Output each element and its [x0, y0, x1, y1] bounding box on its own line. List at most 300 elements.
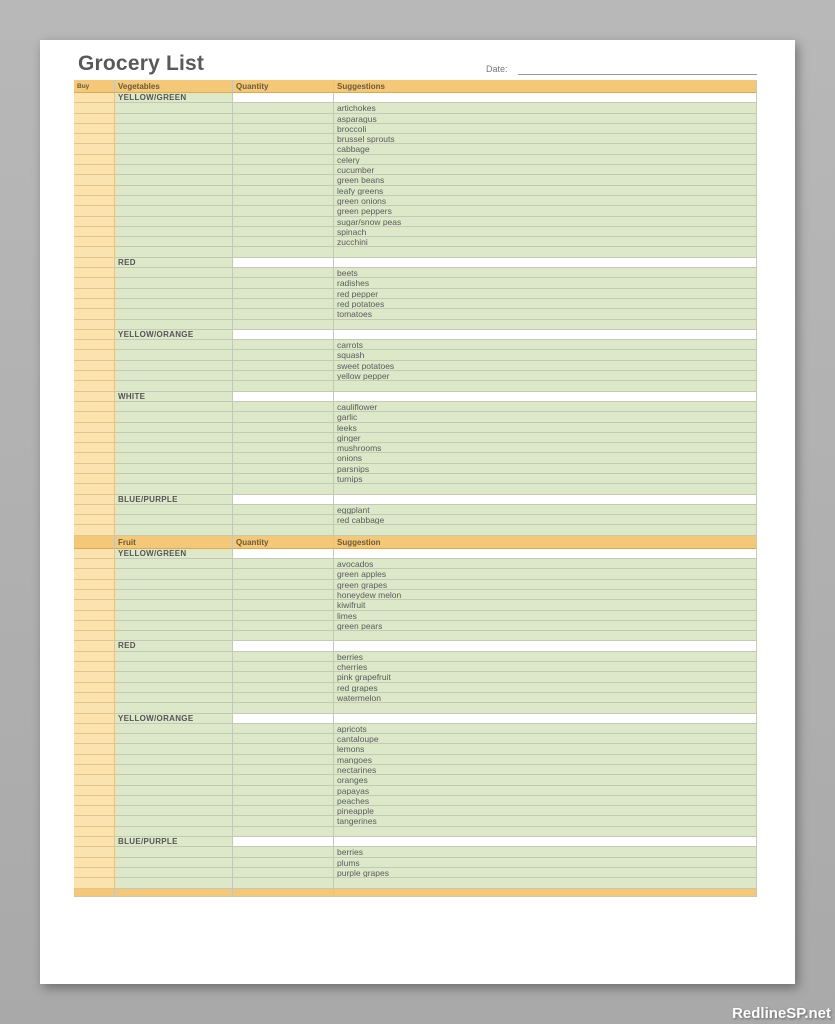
item-cell[interactable]: [115, 268, 233, 278]
suggestion-cell: pink grapefruit: [334, 672, 757, 682]
item-cell[interactable]: [115, 206, 233, 216]
group-label: RED: [115, 641, 233, 651]
buy-checkbox-cell[interactable]: [74, 858, 115, 868]
suggestion-cell: tomatoes: [334, 309, 757, 319]
quantity-cell[interactable]: [233, 196, 334, 206]
quantity-cell[interactable]: [233, 330, 334, 340]
header-cell: [233, 889, 334, 897]
buy-checkbox-cell[interactable]: [74, 155, 115, 165]
buy-checkbox-cell[interactable]: [74, 611, 115, 621]
quantity-cell[interactable]: [233, 278, 334, 288]
quantity-cell[interactable]: [233, 786, 334, 796]
quantity-cell[interactable]: [233, 93, 334, 103]
item-cell[interactable]: [115, 124, 233, 134]
suggestion-cell: spinach: [334, 227, 757, 237]
suggestion-cell: plums: [334, 858, 757, 868]
item-cell[interactable]: [115, 144, 233, 154]
item-cell[interactable]: [115, 827, 233, 837]
item-cell[interactable]: [115, 868, 233, 878]
quantity-cell[interactable]: [233, 724, 334, 734]
quantity-cell[interactable]: [233, 868, 334, 878]
item-cell[interactable]: [115, 755, 233, 765]
quantity-cell[interactable]: [233, 858, 334, 868]
item-cell[interactable]: [115, 796, 233, 806]
quantity-cell[interactable]: [233, 124, 334, 134]
quantity-cell[interactable]: [233, 464, 334, 474]
buy-checkbox-cell[interactable]: [74, 412, 115, 422]
quantity-cell[interactable]: [233, 371, 334, 381]
suggestion-cell: eggplant: [334, 505, 757, 515]
suggestion-cell: garlic: [334, 412, 757, 422]
buy-checkbox-cell[interactable]: [74, 144, 115, 154]
buy-checkbox-cell[interactable]: [74, 392, 115, 402]
buy-checkbox-cell[interactable]: [74, 309, 115, 319]
quantity-cell[interactable]: [233, 227, 334, 237]
suggestion-cell: [334, 484, 757, 494]
buy-checkbox-cell[interactable]: [74, 381, 115, 391]
quantity-cell[interactable]: [233, 734, 334, 744]
quantity-cell[interactable]: [233, 495, 334, 505]
suggestion-cell: [334, 247, 757, 257]
buy-checkbox-cell[interactable]: [74, 464, 115, 474]
buy-checkbox-cell[interactable]: [74, 847, 115, 857]
quantity-cell[interactable]: [233, 714, 334, 724]
group-label: BLUE/PURPLE: [115, 495, 233, 505]
suggestion-cell: celery: [334, 155, 757, 165]
suggestion-cell: limes: [334, 611, 757, 621]
buy-checkbox-cell[interactable]: [74, 755, 115, 765]
suggestion-cell: green onions: [334, 196, 757, 206]
suggestion-cell: berries: [334, 847, 757, 857]
item-cell[interactable]: [115, 878, 233, 888]
buy-checkbox-cell[interactable]: [74, 744, 115, 754]
suggestion-cell: [334, 381, 757, 391]
suggestion-cell: papayas: [334, 786, 757, 796]
buy-checkbox-cell[interactable]: [74, 350, 115, 360]
suggestion-cell: cherries: [334, 662, 757, 672]
suggestion-cell: green apples: [334, 569, 757, 579]
buy-checkbox-cell[interactable]: [74, 134, 115, 144]
quantity-cell[interactable]: [233, 580, 334, 590]
buy-checkbox-cell[interactable]: [74, 569, 115, 579]
buy-checkbox-cell[interactable]: [74, 206, 115, 216]
buy-checkbox-cell[interactable]: [74, 196, 115, 206]
quantity-cell[interactable]: [233, 569, 334, 579]
suggestion-cell: green beans: [334, 175, 757, 185]
item-cell[interactable]: [115, 525, 233, 535]
quantity-cell[interactable]: [233, 412, 334, 422]
quantity-cell[interactable]: [233, 515, 334, 525]
buy-checkbox-cell[interactable]: [74, 217, 115, 227]
quantity-cell[interactable]: [233, 775, 334, 785]
item-cell[interactable]: [115, 621, 233, 631]
buy-checkbox-cell[interactable]: [74, 443, 115, 453]
buy-checkbox-cell[interactable]: [74, 662, 115, 672]
quantity-cell[interactable]: [233, 641, 334, 651]
suggestion-cell: kiwifruit: [334, 600, 757, 610]
item-cell[interactable]: [115, 134, 233, 144]
quantity-cell[interactable]: [233, 361, 334, 371]
buy-checkbox-cell[interactable]: [74, 515, 115, 525]
header-cell: [334, 889, 757, 897]
buy-checkbox-cell[interactable]: [74, 114, 115, 124]
quantity-cell[interactable]: [233, 114, 334, 124]
buy-checkbox-cell[interactable]: [74, 693, 115, 703]
quantity-cell[interactable]: [233, 268, 334, 278]
item-cell[interactable]: [115, 371, 233, 381]
suggestion-cell: broccoli: [334, 124, 757, 134]
item-cell[interactable]: [115, 590, 233, 600]
buy-checkbox-cell[interactable]: [74, 340, 115, 350]
item-cell[interactable]: [115, 186, 233, 196]
buy-checkbox-cell[interactable]: [74, 371, 115, 381]
buy-checkbox-cell[interactable]: [74, 268, 115, 278]
item-cell[interactable]: [115, 744, 233, 754]
quantity-cell[interactable]: [233, 621, 334, 631]
quantity-cell[interactable]: [233, 806, 334, 816]
item-cell[interactable]: [115, 474, 233, 484]
item-cell[interactable]: [115, 412, 233, 422]
item-cell[interactable]: [115, 381, 233, 391]
quantity-cell[interactable]: [233, 186, 334, 196]
quantity-cell[interactable]: [233, 144, 334, 154]
buy-checkbox-cell[interactable]: [74, 330, 115, 340]
suggestion-cell: asparagus: [334, 114, 757, 124]
suggestion-cell: watermelon: [334, 693, 757, 703]
suggestion-cell: yellow pepper: [334, 371, 757, 381]
item-cell[interactable]: [115, 217, 233, 227]
item-cell[interactable]: [115, 600, 233, 610]
buy-checkbox-cell[interactable]: [74, 227, 115, 237]
item-cell[interactable]: [115, 350, 233, 360]
item-cell[interactable]: [115, 806, 233, 816]
buy-checkbox-cell[interactable]: [74, 703, 115, 713]
item-cell[interactable]: [115, 611, 233, 621]
group-label: BLUE/PURPLE: [115, 837, 233, 847]
quantity-cell[interactable]: [233, 847, 334, 857]
item-cell[interactable]: [115, 114, 233, 124]
quantity-cell[interactable]: [233, 134, 334, 144]
suggestion-cell: zucchini: [334, 237, 757, 247]
buy-checkbox-cell[interactable]: [74, 495, 115, 505]
buy-checkbox-cell[interactable]: [74, 103, 115, 113]
quantity-cell[interactable]: [233, 611, 334, 621]
item-cell[interactable]: [115, 433, 233, 443]
suggestion-cell: artichokes: [334, 103, 757, 113]
buy-checkbox-cell[interactable]: [74, 289, 115, 299]
item-cell[interactable]: [115, 402, 233, 412]
buy-checkbox-cell[interactable]: [74, 827, 115, 837]
category-column-header: Vegetables: [115, 80, 233, 93]
date-field-line[interactable]: [518, 74, 757, 75]
quantity-cell[interactable]: [233, 155, 334, 165]
item-cell[interactable]: [115, 340, 233, 350]
item-cell[interactable]: [115, 443, 233, 453]
buy-checkbox-cell[interactable]: [74, 621, 115, 631]
buy-checkbox-cell[interactable]: [74, 278, 115, 288]
suggestion-cell: [334, 258, 757, 268]
suggestion-cell: [334, 525, 757, 535]
quantity-cell[interactable]: [233, 423, 334, 433]
buy-checkbox-cell[interactable]: [74, 402, 115, 412]
buy-checkbox-cell[interactable]: [74, 237, 115, 247]
buy-checkbox-cell[interactable]: [74, 868, 115, 878]
suggestion-cell: [334, 93, 757, 103]
buy-checkbox-cell[interactable]: [74, 775, 115, 785]
suggestion-cell: turnips: [334, 474, 757, 484]
buy-checkbox-cell[interactable]: [74, 796, 115, 806]
buy-checkbox-cell[interactable]: [74, 453, 115, 463]
buy-checkbox-cell[interactable]: [74, 878, 115, 888]
buy-checkbox-cell[interactable]: [74, 165, 115, 175]
item-cell[interactable]: [115, 775, 233, 785]
buy-checkbox-cell[interactable]: [74, 484, 115, 494]
suggestion-cell: green grapes: [334, 580, 757, 590]
item-cell[interactable]: [115, 175, 233, 185]
buy-checkbox-cell[interactable]: [74, 786, 115, 796]
buy-checkbox-cell[interactable]: [74, 631, 115, 641]
suggestion-cell: [334, 641, 757, 651]
quantity-cell[interactable]: [233, 402, 334, 412]
quantity-cell[interactable]: [233, 258, 334, 268]
suggestion-cell: [334, 714, 757, 724]
suggestion-cell: peaches: [334, 796, 757, 806]
quantity-column-header: Quantity: [233, 536, 334, 549]
suggestion-cell: [334, 837, 757, 847]
buy-column-header: [74, 536, 115, 549]
suggestion-cell: [334, 703, 757, 713]
item-cell[interactable]: [115, 652, 233, 662]
suggestion-cell: sweet potatoes: [334, 361, 757, 371]
quantity-cell[interactable]: [233, 559, 334, 569]
item-cell[interactable]: [115, 196, 233, 206]
item-cell[interactable]: [115, 299, 233, 309]
item-cell[interactable]: [115, 237, 233, 247]
suggestion-cell: beets: [334, 268, 757, 278]
group-label: RED: [115, 258, 233, 268]
quantity-cell[interactable]: [233, 693, 334, 703]
item-cell[interactable]: [115, 703, 233, 713]
item-cell[interactable]: [115, 453, 233, 463]
item-cell[interactable]: [115, 515, 233, 525]
buy-checkbox-cell[interactable]: [74, 765, 115, 775]
item-cell[interactable]: [115, 786, 233, 796]
quantity-cell[interactable]: [233, 837, 334, 847]
suggestion-cell: squash: [334, 350, 757, 360]
group-label: YELLOW/ORANGE: [115, 330, 233, 340]
item-cell[interactable]: [115, 320, 233, 330]
buy-checkbox-cell[interactable]: [74, 299, 115, 309]
buy-checkbox-cell[interactable]: [74, 600, 115, 610]
quantity-cell[interactable]: [233, 796, 334, 806]
quantity-cell[interactable]: [233, 672, 334, 682]
suggestion-cell: sugar/snow peas: [334, 217, 757, 227]
item-cell[interactable]: [115, 569, 233, 579]
suggestion-cell: mangoes: [334, 755, 757, 765]
item-cell[interactable]: [115, 227, 233, 237]
buy-checkbox-cell[interactable]: [74, 423, 115, 433]
quantity-cell[interactable]: [233, 340, 334, 350]
quantity-cell[interactable]: [233, 392, 334, 402]
buy-checkbox-cell[interactable]: [74, 93, 115, 103]
quantity-cell[interactable]: [233, 206, 334, 216]
suggestion-cell: [334, 330, 757, 340]
grocery-table: [74, 80, 757, 897]
item-cell[interactable]: [115, 580, 233, 590]
buy-checkbox-cell[interactable]: [74, 186, 115, 196]
suggestion-cell: carrots: [334, 340, 757, 350]
quantity-cell[interactable]: [233, 299, 334, 309]
item-cell[interactable]: [115, 672, 233, 682]
suggestion-cell: red pepper: [334, 289, 757, 299]
suggestion-cell: avocados: [334, 559, 757, 569]
item-cell[interactable]: [115, 631, 233, 641]
quantity-cell[interactable]: [233, 816, 334, 826]
suggestion-cell: red cabbage: [334, 515, 757, 525]
quantity-cell[interactable]: [233, 662, 334, 672]
suggestion-cell: [334, 495, 757, 505]
suggestion-cell: brussel sprouts: [334, 134, 757, 144]
suggestion-cell: onions: [334, 453, 757, 463]
buy-checkbox-cell[interactable]: [74, 433, 115, 443]
suggestion-cell: mushrooms: [334, 443, 757, 453]
suggestion-cell: parsnips: [334, 464, 757, 474]
quantity-cell[interactable]: [233, 350, 334, 360]
group-label: YELLOW/GREEN: [115, 93, 233, 103]
quantity-cell[interactable]: [233, 755, 334, 765]
suggestion-cell: [334, 392, 757, 402]
quantity-cell[interactable]: [233, 652, 334, 662]
item-cell[interactable]: [115, 816, 233, 826]
item-cell[interactable]: [115, 103, 233, 113]
item-cell[interactable]: [115, 278, 233, 288]
quantity-cell[interactable]: [233, 878, 334, 888]
buy-checkbox-cell[interactable]: [74, 258, 115, 268]
buy-checkbox-cell[interactable]: [74, 124, 115, 134]
quantity-cell[interactable]: [233, 703, 334, 713]
item-cell[interactable]: [115, 724, 233, 734]
buy-checkbox-cell[interactable]: [74, 734, 115, 744]
item-cell[interactable]: [115, 155, 233, 165]
buy-column-header: Buy: [74, 80, 115, 93]
item-cell[interactable]: [115, 765, 233, 775]
buy-checkbox-cell[interactable]: [74, 549, 115, 559]
buy-checkbox-cell[interactable]: [74, 837, 115, 847]
item-cell[interactable]: [115, 484, 233, 494]
item-cell[interactable]: [115, 847, 233, 857]
quantity-cell[interactable]: [233, 217, 334, 227]
item-cell[interactable]: [115, 423, 233, 433]
item-cell[interactable]: [115, 289, 233, 299]
group-label: YELLOW/ORANGE: [115, 714, 233, 724]
quantity-cell[interactable]: [233, 175, 334, 185]
item-cell[interactable]: [115, 309, 233, 319]
page-title: Grocery List: [78, 52, 205, 75]
buy-checkbox-cell[interactable]: [74, 714, 115, 724]
buy-checkbox-cell[interactable]: [74, 806, 115, 816]
quantity-cell[interactable]: [233, 549, 334, 559]
item-cell[interactable]: [115, 559, 233, 569]
buy-checkbox-cell[interactable]: [74, 525, 115, 535]
quantity-cell[interactable]: [233, 289, 334, 299]
buy-checkbox-cell[interactable]: [74, 683, 115, 693]
buy-checkbox-cell[interactable]: [74, 816, 115, 826]
quantity-cell[interactable]: [233, 683, 334, 693]
quantity-cell[interactable]: [233, 381, 334, 391]
suggestion-cell: [334, 549, 757, 559]
buy-checkbox-cell[interactable]: [74, 175, 115, 185]
suggestion-cell: berries: [334, 652, 757, 662]
item-cell[interactable]: [115, 858, 233, 868]
buy-checkbox-cell[interactable]: [74, 652, 115, 662]
quantity-cell[interactable]: [233, 631, 334, 641]
quantity-cell[interactable]: [233, 484, 334, 494]
quantity-cell[interactable]: [233, 309, 334, 319]
header-cell: [74, 889, 115, 897]
item-cell[interactable]: [115, 683, 233, 693]
quantity-cell[interactable]: [233, 600, 334, 610]
buy-checkbox-cell[interactable]: [74, 641, 115, 651]
item-cell[interactable]: [115, 662, 233, 672]
item-cell[interactable]: [115, 247, 233, 257]
buy-checkbox-cell[interactable]: [74, 474, 115, 484]
quantity-cell[interactable]: [233, 237, 334, 247]
item-cell[interactable]: [115, 693, 233, 703]
buy-checkbox-cell[interactable]: [74, 320, 115, 330]
item-cell[interactable]: [115, 361, 233, 371]
quantity-cell[interactable]: [233, 827, 334, 837]
item-cell[interactable]: [115, 505, 233, 515]
quantity-cell[interactable]: [233, 165, 334, 175]
quantity-cell[interactable]: [233, 744, 334, 754]
quantity-cell[interactable]: [233, 525, 334, 535]
quantity-cell[interactable]: [233, 433, 334, 443]
buy-checkbox-cell[interactable]: [74, 247, 115, 257]
suggestion-cell: [334, 320, 757, 330]
buy-checkbox-cell[interactable]: [74, 361, 115, 371]
item-cell[interactable]: [115, 464, 233, 474]
item-cell[interactable]: [115, 165, 233, 175]
buy-checkbox-cell[interactable]: [74, 590, 115, 600]
suggestion-cell: red grapes: [334, 683, 757, 693]
suggestion-cell: green pears: [334, 621, 757, 631]
header-cell: [115, 889, 233, 897]
suggestion-cell: ginger: [334, 433, 757, 443]
buy-checkbox-cell[interactable]: [74, 559, 115, 569]
suggestion-cell: pineapple: [334, 806, 757, 816]
buy-checkbox-cell[interactable]: [74, 672, 115, 682]
quantity-cell[interactable]: [233, 453, 334, 463]
quantity-column-header: Quantity: [233, 80, 334, 93]
quantity-cell[interactable]: [233, 247, 334, 257]
quantity-cell[interactable]: [233, 765, 334, 775]
quantity-cell[interactable]: [233, 505, 334, 515]
buy-checkbox-cell[interactable]: [74, 724, 115, 734]
quantity-cell[interactable]: [233, 590, 334, 600]
suggestion-cell: green peppers: [334, 206, 757, 216]
quantity-cell[interactable]: [233, 103, 334, 113]
suggestion-cell: cucumber: [334, 165, 757, 175]
quantity-cell[interactable]: [233, 443, 334, 453]
buy-checkbox-cell[interactable]: [74, 505, 115, 515]
suggestion-cell: radishes: [334, 278, 757, 288]
buy-checkbox-cell[interactable]: [74, 580, 115, 590]
suggestion-cell: purple grapes: [334, 868, 757, 878]
quantity-cell[interactable]: [233, 474, 334, 484]
item-cell[interactable]: [115, 734, 233, 744]
quantity-cell[interactable]: [233, 320, 334, 330]
grocery-list-sheet: [40, 40, 795, 984]
